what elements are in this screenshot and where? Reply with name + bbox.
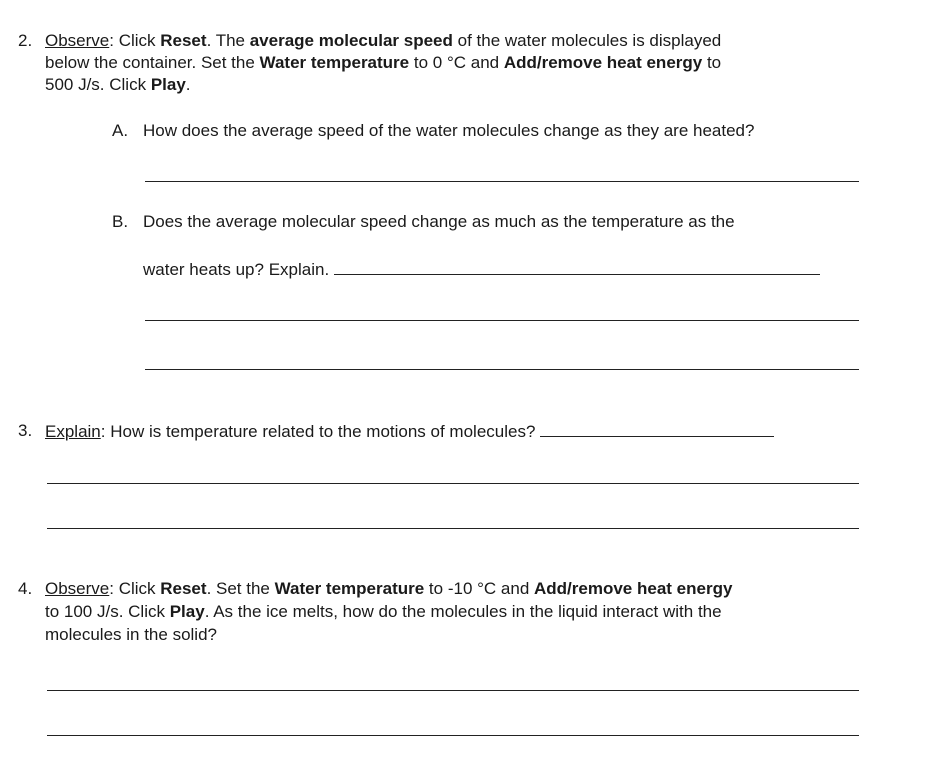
reset-keyword: Reset bbox=[160, 31, 207, 50]
question-3-number: 3. bbox=[18, 421, 33, 440]
part-b-question-line-2: water heats up? Explain. bbox=[143, 258, 820, 281]
answer-line-3-inline[interactable] bbox=[540, 420, 774, 437]
question-2-number: 2. bbox=[18, 31, 33, 50]
part-b-label: B. bbox=[112, 212, 129, 231]
part-a-label: A. bbox=[112, 121, 129, 140]
question-4-number: 4. bbox=[18, 579, 33, 598]
answer-line-a[interactable] bbox=[145, 181, 859, 182]
question-2-line-3: 500 J/s. Click Play. bbox=[45, 75, 191, 94]
water-temperature-keyword-4: Water temperature bbox=[274, 579, 425, 598]
part-b-question-line-1: Does the average molecular speed change as much as the temperature as the bbox=[143, 212, 735, 231]
question-4-line-1: Observe: Click Reset. Set the Water temperature to -10 °C and Add/remove heat energy bbox=[45, 579, 733, 598]
answer-line-b-inline[interactable] bbox=[334, 258, 820, 275]
observe-label: Observe bbox=[45, 31, 110, 50]
play-keyword-4: Play bbox=[169, 602, 205, 621]
question-3-text: Explain: How is temperature related to the motions of molecules? bbox=[45, 420, 774, 443]
answer-line-3-3[interactable] bbox=[47, 528, 859, 529]
heat-energy-keyword-4: Add/remove heat energy bbox=[534, 579, 733, 598]
explain-label: Explain bbox=[45, 422, 101, 441]
answer-line-3-2[interactable] bbox=[47, 483, 859, 484]
answer-line-4-2[interactable] bbox=[47, 735, 859, 736]
water-temperature-keyword: Water temperature bbox=[259, 53, 410, 72]
question-4-line-3: molecules in the solid? bbox=[45, 625, 217, 644]
heat-energy-keyword: Add/remove heat energy bbox=[503, 53, 703, 72]
answer-line-4-1[interactable] bbox=[47, 690, 859, 691]
observe-label-4: Observe bbox=[45, 579, 110, 598]
average-speed-keyword: average molecular speed bbox=[249, 31, 453, 50]
question-2-line-2: below the container. Set the Water temperature to 0 °C and Add/remove heat energy to bbox=[45, 53, 722, 72]
question-2-line-1: Observe: Click Reset. The average molecular speed of the water molecules is displayed bbox=[45, 31, 722, 50]
answer-line-b-3[interactable] bbox=[145, 369, 859, 370]
reset-keyword-4: Reset bbox=[160, 579, 207, 598]
answer-line-b-2[interactable] bbox=[145, 320, 859, 321]
part-a-question: How does the average speed of the water molecules change as they are heated? bbox=[143, 121, 755, 140]
play-keyword: Play bbox=[150, 75, 186, 94]
question-4-line-2: to 100 J/s. Click Play. As the ice melts, how do the molecules in the liquid interact with the bbox=[45, 602, 722, 621]
